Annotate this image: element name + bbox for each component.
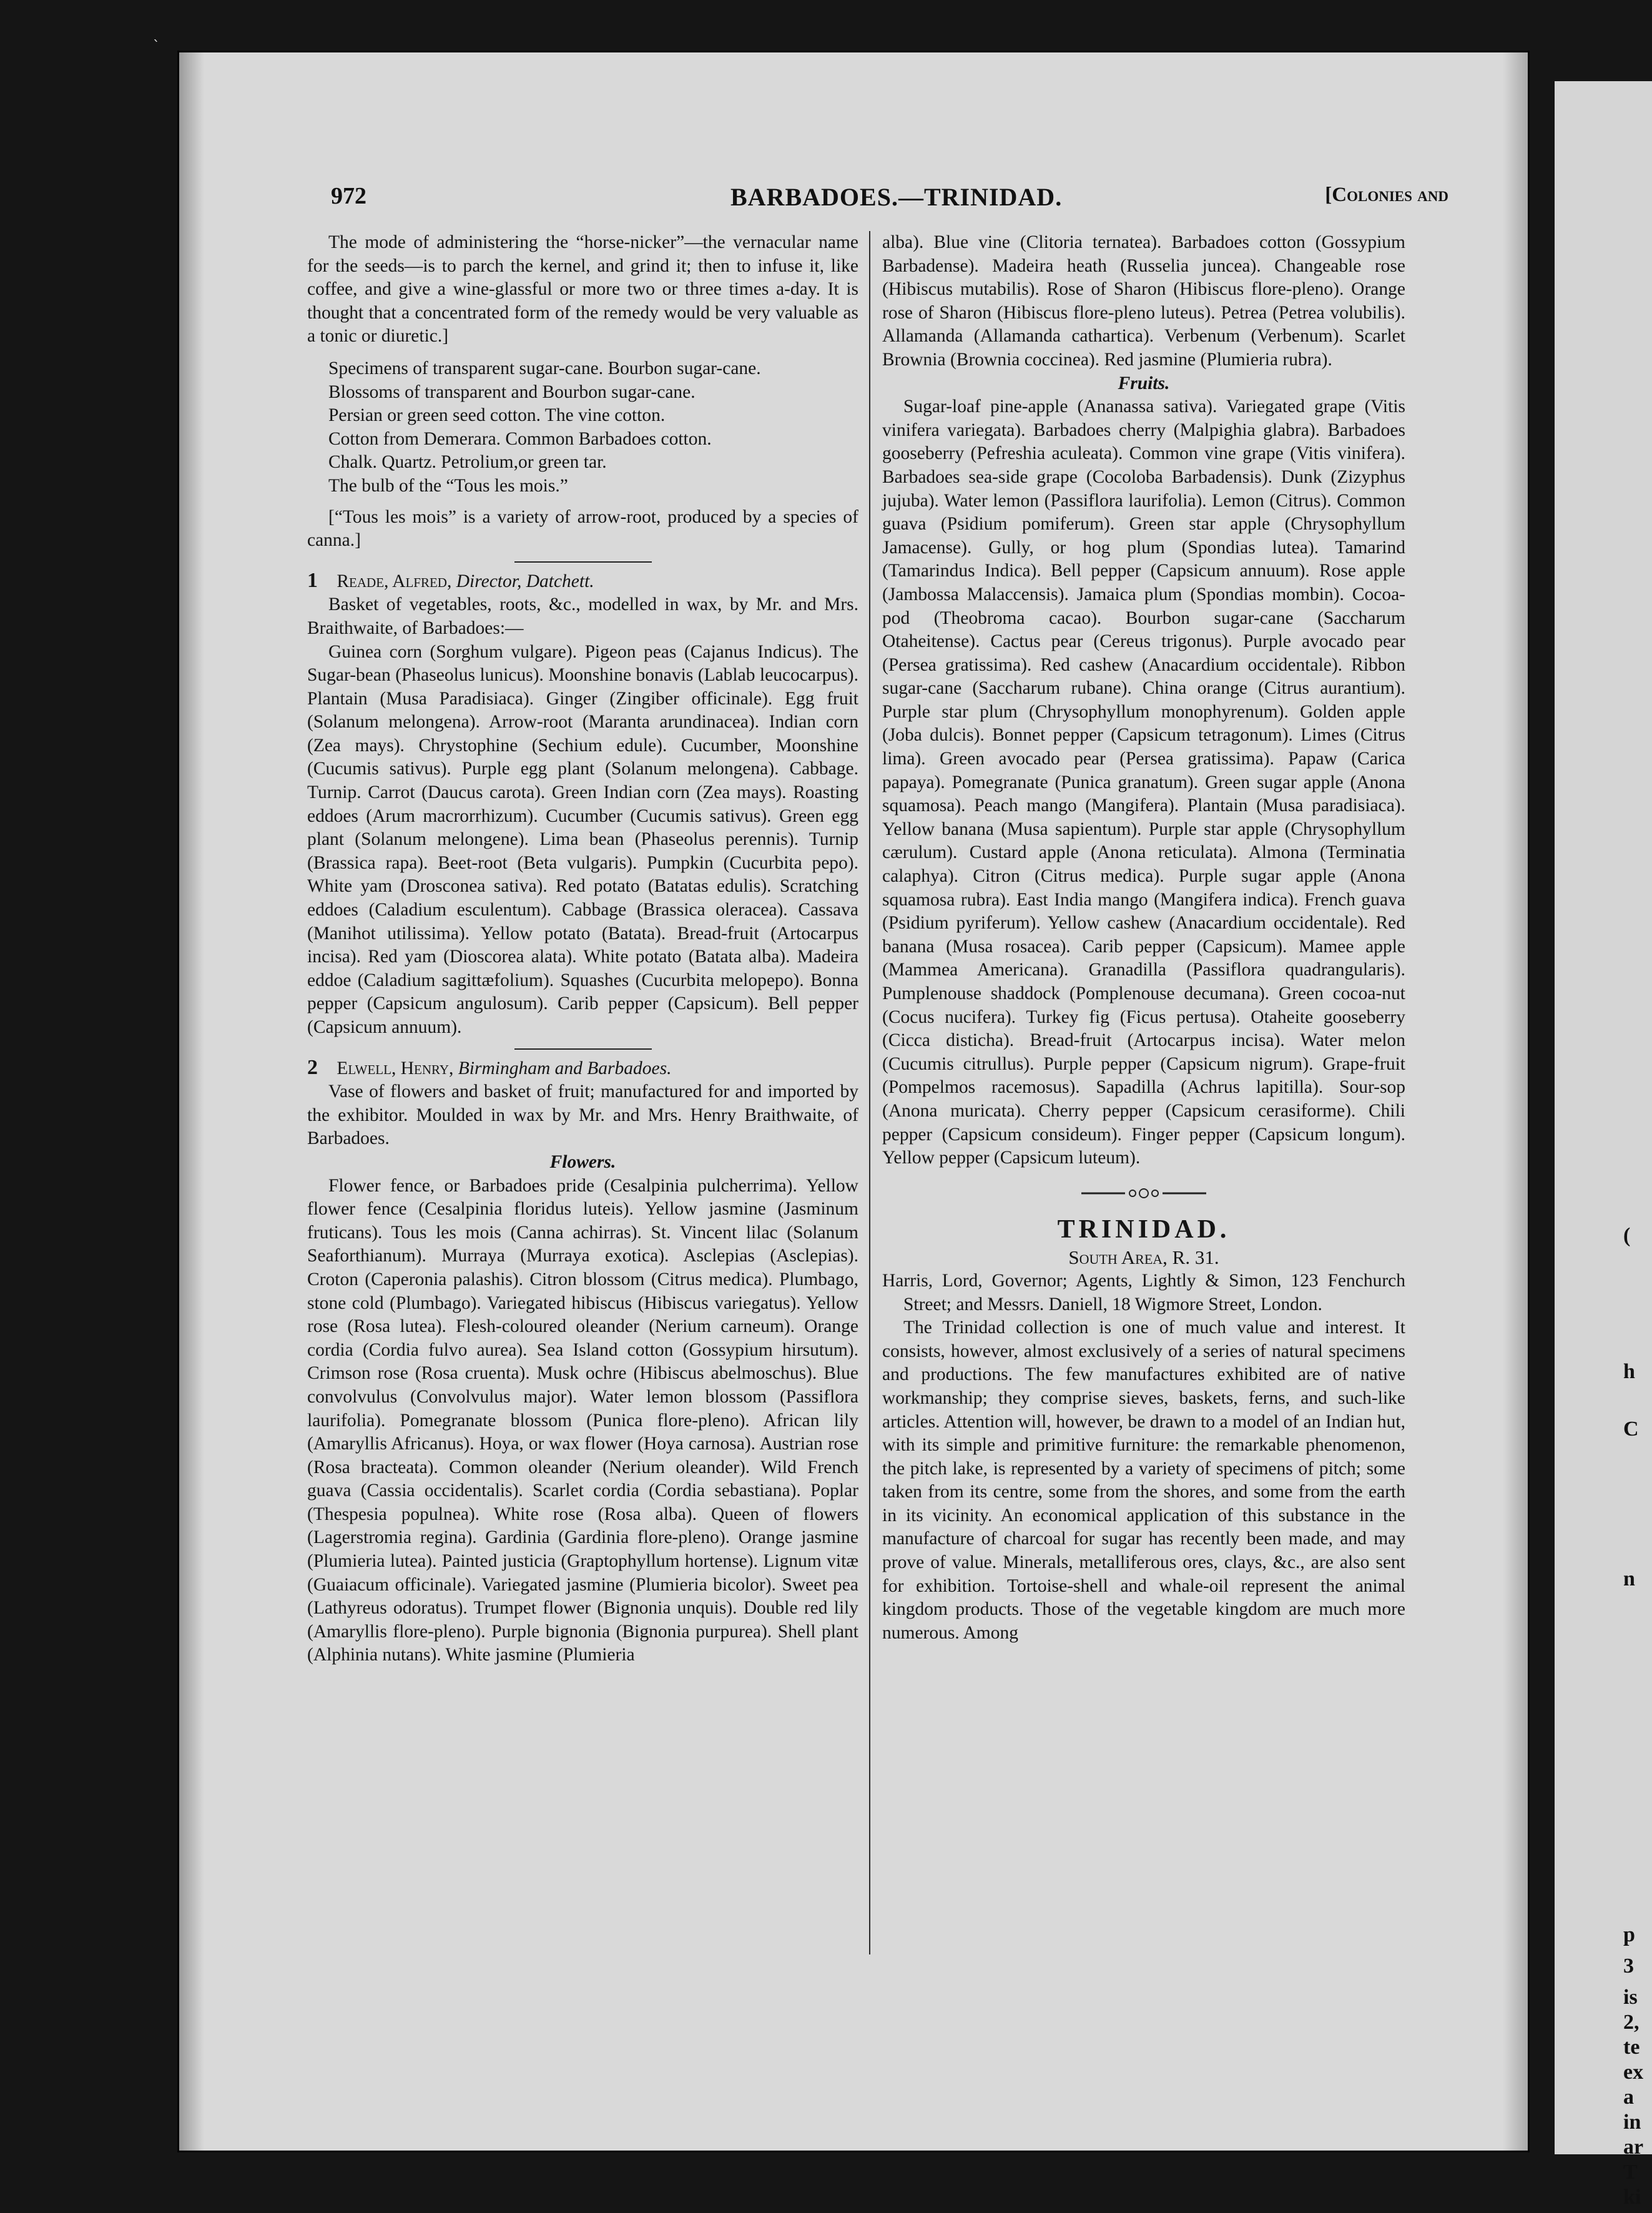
- trinidad-body: The Trinidad collection is one of much value and interest. It consists, however, almost exclusively of a series of natural specimens and productions. The few manufactures exhibited are of native workmanship; they comprise sieves, baskets, ferns, and such-like articles. Attention will, however, be drawn to a model of an Indian hut, with its simple and primitive furniture: the remarkable phenomenon, the pitch lake, is represented by a variety of specimens of pitch; some taken from its centre, some from the shores, and some from the earth in its vicinity. An economical application of this substance in the manufacture of charcoal for sugar has recently been made, and may prove of value. Minerals, metalliferous ores, clays, &c., are also sent for exhibition. Tortoise-shell and whale-oil represent the animal kingdom products. Those of the vegetable kingdom are much more numerous. Among: [882, 1318, 1405, 1643]
- specimen-item: Persian or green seed cotton. The vine cotton.: [328, 405, 666, 426]
- edge-fragment: ex: [1623, 2061, 1644, 2084]
- edge-fragment: (: [1623, 1224, 1631, 1247]
- section-divider: [514, 561, 652, 563]
- adjacent-page-edge: [1555, 81, 1652, 2209]
- ornament-icon: [1081, 1187, 1206, 1200]
- edge-fragment: p: [1623, 1923, 1635, 1946]
- specimens-line: Specimens of transparent sugar-cane. Bourbon sugar-cane.: [328, 358, 761, 378]
- scan-corner-mark: `: [153, 39, 160, 54]
- section-title: TRINIDAD.: [1057, 1215, 1231, 1245]
- running-header: [331, 182, 1448, 211]
- vegetables-list: Guinea corn (Sorghum vulgare). Pigeon peas (Cajanus Indicus). The Sugar-bean (Phaseolus lunicus). Moonshine bonavis (Lablab leucocarpus). Plantain (Musa Paradisiaca). Ginger (Zingiber officinale). Egg fruit (Solanum melongena). Arrow-root (Maranta arundinacea). Indian corn (Zea mays). Chrystophine (Sechium edule). Cucumber, Moonshine (Cucumis sativus). Purple egg plant (Solanum melongena). Cabbage. Turnip. Carrot (Daucus carota). Green Indian corn (Zea mays). Roasting eddoes (Arum macrorrhizum). Cucumber (Cucumis sativus). Green egg plant (Solanum melongene). Lima bean (Phaseolus perennis). Turnip (Brassica rapa). Beet-root (Beta vulgaris). Pumpkin (Cucurbita pepo). White yam (Drosconea sativa). Red potato (Batatas edulis). Scratching eddoes (Caladium esculentum). Cabbage (Brassica oleracea). Cassava (Manihot utilissima). Yellow potato (Batata). Bread-fruit (Artocarpus incisa). Red yam (Dioscorea alata). White potato (Batata alba). Madeira eddoe (Caladium sagittæfolium). Squashes (Cucurbita melopepo). Bonna pepper (Capsicum angulosum). Carib pepper (Capsicum). Bell pepper (Capsicum annuum).: [307, 641, 858, 1037]
- running-section: [Colonies and: [1325, 184, 1448, 206]
- flowers-heading: Flowers.: [549, 1151, 616, 1172]
- ornament-divider: [882, 1183, 1405, 1206]
- section-divider: [514, 1048, 652, 1050]
- edge-fragment: T: [1623, 2161, 1638, 2184]
- left-column: [307, 231, 858, 1961]
- edge-fragment: ar: [1623, 2136, 1644, 2159]
- exhibitor-detail: Birmingham and Barbadoes.: [458, 1058, 672, 1078]
- entry-description: Basket of vegetables, roots, &c., modelled in wax, by Mr. and Mrs. Braithwaite, of Barbadoes:—: [307, 594, 858, 638]
- flowers-list-continued: alba). Blue vine (Clitoria ternatea). Barbadoes cotton (Gossypium Barbadense). Madeira heath (Russelia juncea). Changeable rose (Hibiscus mutabilis). Rose of Sharon (Hibiscus flore-pleno). Orange rose of Sharon (Hibiscus flore-pleno luteus). Petrea (Petrea volubilis). Allamanda (Allamanda cathartica). Verbenum (Verbenum). Scarlet Brownia (Brownia coccinea). Red jasmine (Plumieria rubra).: [882, 232, 1405, 370]
- edge-fragment: 2,: [1623, 2011, 1640, 2034]
- page-number: 972: [331, 183, 366, 209]
- edge-fragment: te: [1623, 2036, 1640, 2059]
- edge-fragment: C: [1623, 1417, 1639, 1441]
- edge-fragment: is: [1623, 1986, 1638, 2009]
- fruits-list: Sugar-loaf pine-apple (Ananassa sativa). Variegated grape (Vitis vinifera variegata). Barbadoes cherry (Malpighia glabra). Barbadoes gooseberry (Pefreshia aculeata). Common vine grape (Vitis vinifera). Barbadoes sea-side grape (Cocoloba Barbadensis). Dunk (Zizyphus jujuba). Water lemon (Passiflora laurifolia). Lemon (Citrus). Common guava (Psidium pomiferum). Green star apple (Chrysophyllum Jamacense). Gully, or hog plum (Spondias lutea). Tamarind (Tamarindus Indica). Bell pepper (Capsicum annuum). Rose apple (Jambossa Malaccensis). Jamaica plum (Spondias mombin). Cocoa-pod (Theobroma cacao). Bourbon sugar-cane (Saccharum Otaheitense). Cactus pear (Cereus trigonus). Purple avocado pear (Persea gratissima). Red cashew (Anacardium occidentale). Ribbon sugar-cane (Saccharum rubane). China orange (Citrus aurantium). Purple star plum (Chrysophyllum monophyrenum). Golden apple (Joba dulcis). Bonnet pepper (Capsicum tetragonum). Limes (Citrus lima). Green avocado pear (Persea gratissima). Papaw (Carica papaya). Pomegranate (Punica granatum). Green sugar apple (Anona squamosa). Peach mango (Mangifera). Plantain (Musa paradisiaca). Yellow banana (Musa sapientum). Purple star apple (Chrysophyllum cærulum). Custard apple (Anona reticulata). Almona (Terminatia calaphya). Citron (Citrus medica). Purple sugar apple (Anona squamosa rubra). East India mango (Mangifera indica). French guava (Psidium pyriferum). Yellow cashew (Anacardium occidentale). Red banana (Musa rosacea). Carib pepper (Capsicum). Mamee apple (Mammea Americana). Granadilla (Passiflora quadrangularis). Pumplenouse shaddock (Pomplenouse decumana). Green cocoa-nut (Cocus nucifera). Turkey fig (Ficus pertusa). Otaheite gooseberry (Cicca disticha). Bread-fruit (Artocarpus incisa). Water melon (Cucumis citrullus). Purple pepper (Capsicum nigrum). Grape-fruit (Pompelmos racemosus). Sapadilla (Achrus lapitilla). Sour-sop (Anona muricata). Cherry pepper (Capsicum cerasiforme). Chili pepper (Capsicum consideum). Finger pepper (Capsicum longum). Yellow pepper (Capsicum luteum).: [882, 397, 1405, 1168]
- section-area: South Area, R. 31.: [1068, 1246, 1219, 1269]
- edge-fragment: 3: [1623, 1954, 1634, 1978]
- tous-les-mois-note: [“Tous les mois” is a variety of arrow-root, produced by a species of canna.]: [307, 506, 858, 551]
- exhibitor-line: Harris, Lord, Governor; Agents, Lightly & Simon, 123 Fenchurch Street; and Messrs. Daniell, 18 Wigmore Street, London.: [882, 1270, 1405, 1314]
- exhibitor-entry-1: [307, 569, 858, 594]
- specimen-item: Blossoms of transparent and Bourbon sugar-cane.: [328, 382, 696, 402]
- edge-fragment: ki: [1623, 2186, 1641, 2209]
- flowers-list: Flower fence, or Barbadoes pride (Cesalpinia pulcherrima). Yellow flower fence (Cesalpinia floridus luteis). Yellow jasmine (Jasminum fruticans). Tous les mois (Canna achirras). St. Vincent lilac (Solanum Seaforthianum). Murraya (Murraya exotica). Asclepias (Asclepias). Croton (Caperonia palashis). Citron blossom (Citrus medica). Plumbago, stone cold (Plumbago). Variegated hibiscus (Hibiscus variegatus). Yellow rose (Rosa lutea). Flesh-coloured oleander (Nerium carneum). Orange cordia (Cordia fulvo aurea). Sea Island cotton (Gossypium hirsutum). Crimson rose (Rosa cruenta). Musk ochre (Hibiscus abelmoschus). Blue convolvulus (Convolvulus major). Water lemon blossom (Passiflora laurifolia). Pomegranate blossom (Punica flore-pleno). African lily (Amaryllis Africanus). Hoya, or wax flower (Hoya carnosa). Austrian rose (Rosa bracteata). Common oleander (Nerium oleander). Wild French guava (Cassia occidentalis). Scarlet cordia (Cordia sebastiana). Poplar (Thespesia populnea). White rose (Rosa alba). Queen of flowers (Lagerstromia regina). Gardinia (Gardinia flore-pleno). Orange jasmine (Plumieria lutea). Painted justicia (Graptophyllum hortense). Lignum vitæ (Guaiacum officinale). Variegated jasmine (Plumieria bicolor). Sweet pea (Lathyreus odoratus). Trumpet flower (Bignonia unquis). Double red lily (Amaryllis flore-pleno). Purple bignonia (Bignonia purpurea). Shell plant (Alphinia nutans). White jasmine (Plumieria: [307, 1175, 858, 1665]
- edge-fragment: h: [1623, 1360, 1635, 1383]
- edge-fragment: in: [1623, 2111, 1641, 2134]
- edge-fragment: a: [1623, 2086, 1634, 2109]
- edge-fragment: n: [1623, 1567, 1635, 1590]
- running-title: BARBADOES.—TRINIDAD.: [730, 183, 1063, 211]
- fruits-heading: Fruits.: [1118, 373, 1170, 393]
- intro-paragraph: The mode of administering the “horse-nicker”—the vernacular name for the seeds—is to parch the kernel, and grind it; then to infuse it, like coffee, and give a wine-glassful or more two or three times a-day. It is thought that a concentrated form of the remedy would be very valuable as a tonic or diuretic.]: [307, 232, 858, 347]
- exhibitor-name: Reade, Alfred,: [337, 571, 452, 591]
- right-column: [882, 231, 1405, 1961]
- specimen-item: Chalk. Quartz. Petrolium,or green tar.: [328, 452, 607, 473]
- entry-number: 2: [307, 1055, 318, 1079]
- exhibitor-entry-2: [307, 1056, 858, 1081]
- specimen-item: The bulb of the “Tous les mois.”: [328, 475, 568, 496]
- entry-description: Vase of flowers and basket of fruit; manufactured for and imported by the exhibitor. Moulded in wax by Mr. and Mrs. Henry Braithwaite, of Barbadoes.: [307, 1082, 858, 1149]
- exhibitor-name: Elwell, Henry,: [337, 1058, 454, 1078]
- specimen-item: Cotton from Demerara. Common Barbadoes cotton.: [328, 428, 712, 449]
- column-rule: [869, 231, 870, 1954]
- entry-number: 1: [307, 568, 318, 592]
- page-edge-shadow: [1503, 52, 1528, 2151]
- exhibitor-detail: Director, Datchett.: [456, 571, 594, 591]
- page-gutter-shadow: [179, 52, 204, 2151]
